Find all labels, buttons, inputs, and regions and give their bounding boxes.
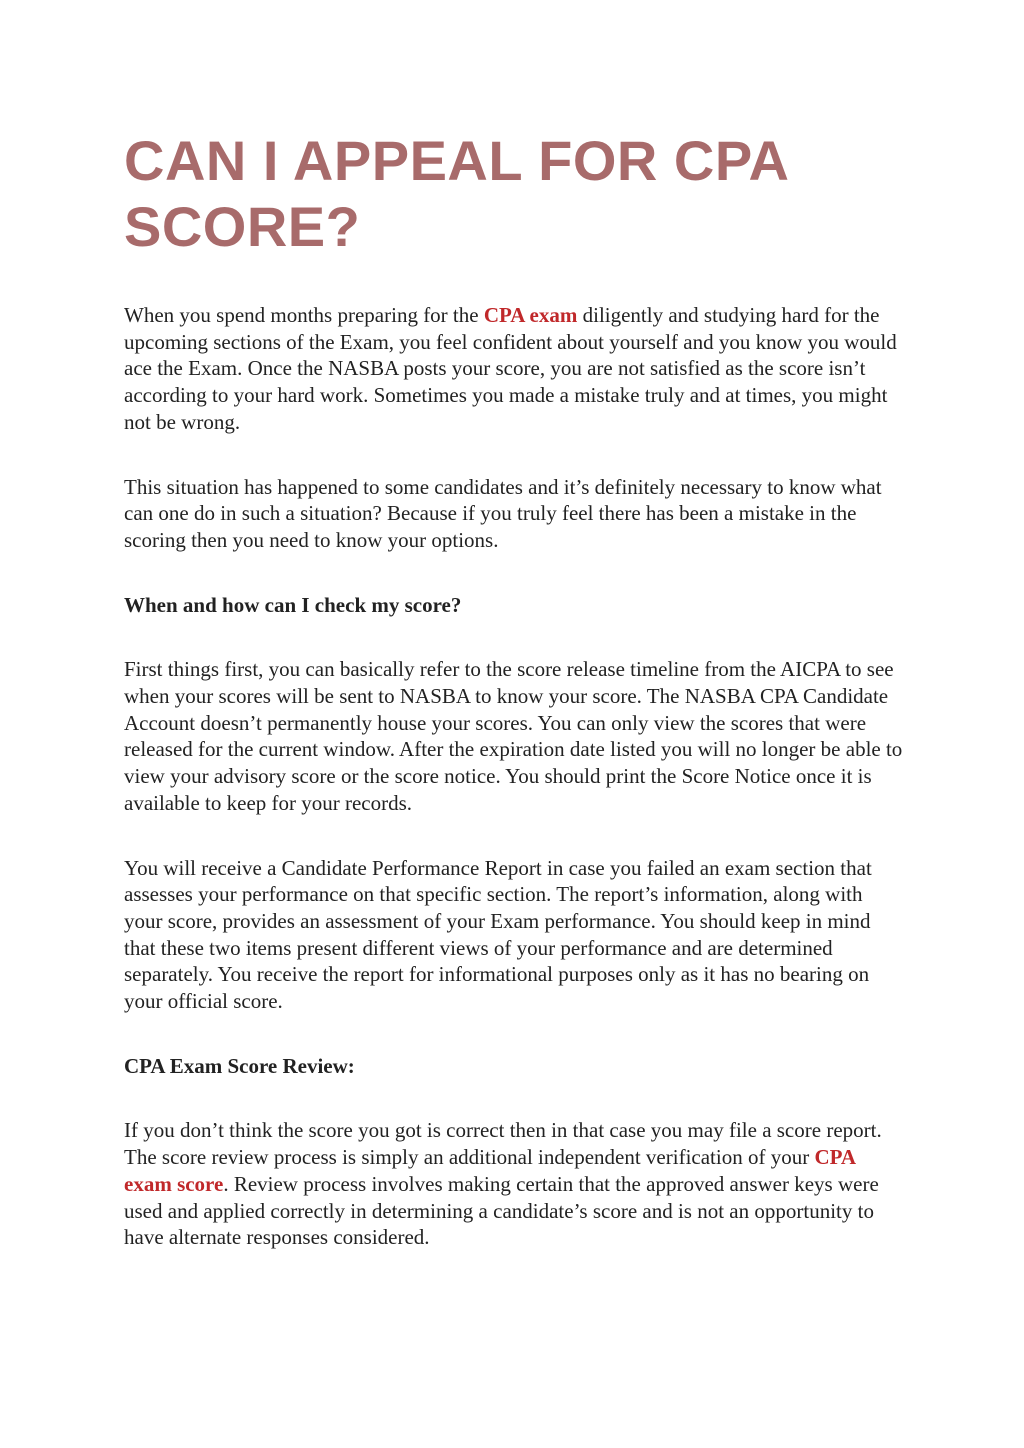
cpa-exam-score-link[interactable]: CPA exam score xyxy=(124,1145,855,1196)
paragraph-text: When you spend months preparing for the xyxy=(124,303,484,327)
section-heading-check-score: When and how can I check my score? xyxy=(124,592,462,617)
paragraph-text: If you don’t think the score you got is correct then in that case you may file a score report. The score review process is simply an additional independent verification of your xyxy=(124,1118,882,1170)
score-release-paragraph: First things first, you can basically refer to the score release timeline from the AICPA to see when your scores will be sent to NASBA to know your score. The NASBA CPA Candidate Account doesn’t permanently house your scores. You can only view the scores that were released for the current window. After the expiration date listed you will no longer be able to view your advisory score or the score notice. You should print the Score Notice once it is available to keep for your records. xyxy=(124,657,903,815)
performance-report-paragraph: You will receive a Candidate Performance Report in case you failed an exam section that assesses your performance on that specific section. The report’s information, along with your score, provides an assessment of your Exam performance. You should keep in mind that these two items present different views of your performance and are determined separately. You receive the report for informational purposes only as it has no bearing on your official score. xyxy=(124,855,872,1014)
section-heading-score-review: CPA Exam Score Review: xyxy=(124,1053,355,1078)
intro-paragraph xyxy=(124,302,904,436)
document-title: CAN I APPEAL FOR CPA SCORE? xyxy=(124,129,788,258)
score-review-paragraph xyxy=(124,1117,904,1251)
situation-paragraph: This situation has happened to some candidates and it’s definitely necessary to know what can one do in such a situation? Because if you truly feel there has been a mistake in the scoring then you need to know your options. xyxy=(124,474,882,552)
document-page xyxy=(124,128,904,1289)
cpa-exam-link[interactable]: CPA exam xyxy=(483,303,578,327)
paragraph-text: diligently and studying hard for the upcoming sections of the Exam, you feel confident about yourself and you know you would ace the Exam. Once the NASBA posts your score, you are not satisfied as the score isn’t according to your hard work. Sometimes you made a mistake truly and at times, you might not be wrong. xyxy=(124,303,897,434)
paragraph-text: . Review process involves making certain that the approved answer keys were used and applied correctly in determining a candidate’s score and is not an opportunity to have alternate responses considered. xyxy=(124,1171,879,1250)
